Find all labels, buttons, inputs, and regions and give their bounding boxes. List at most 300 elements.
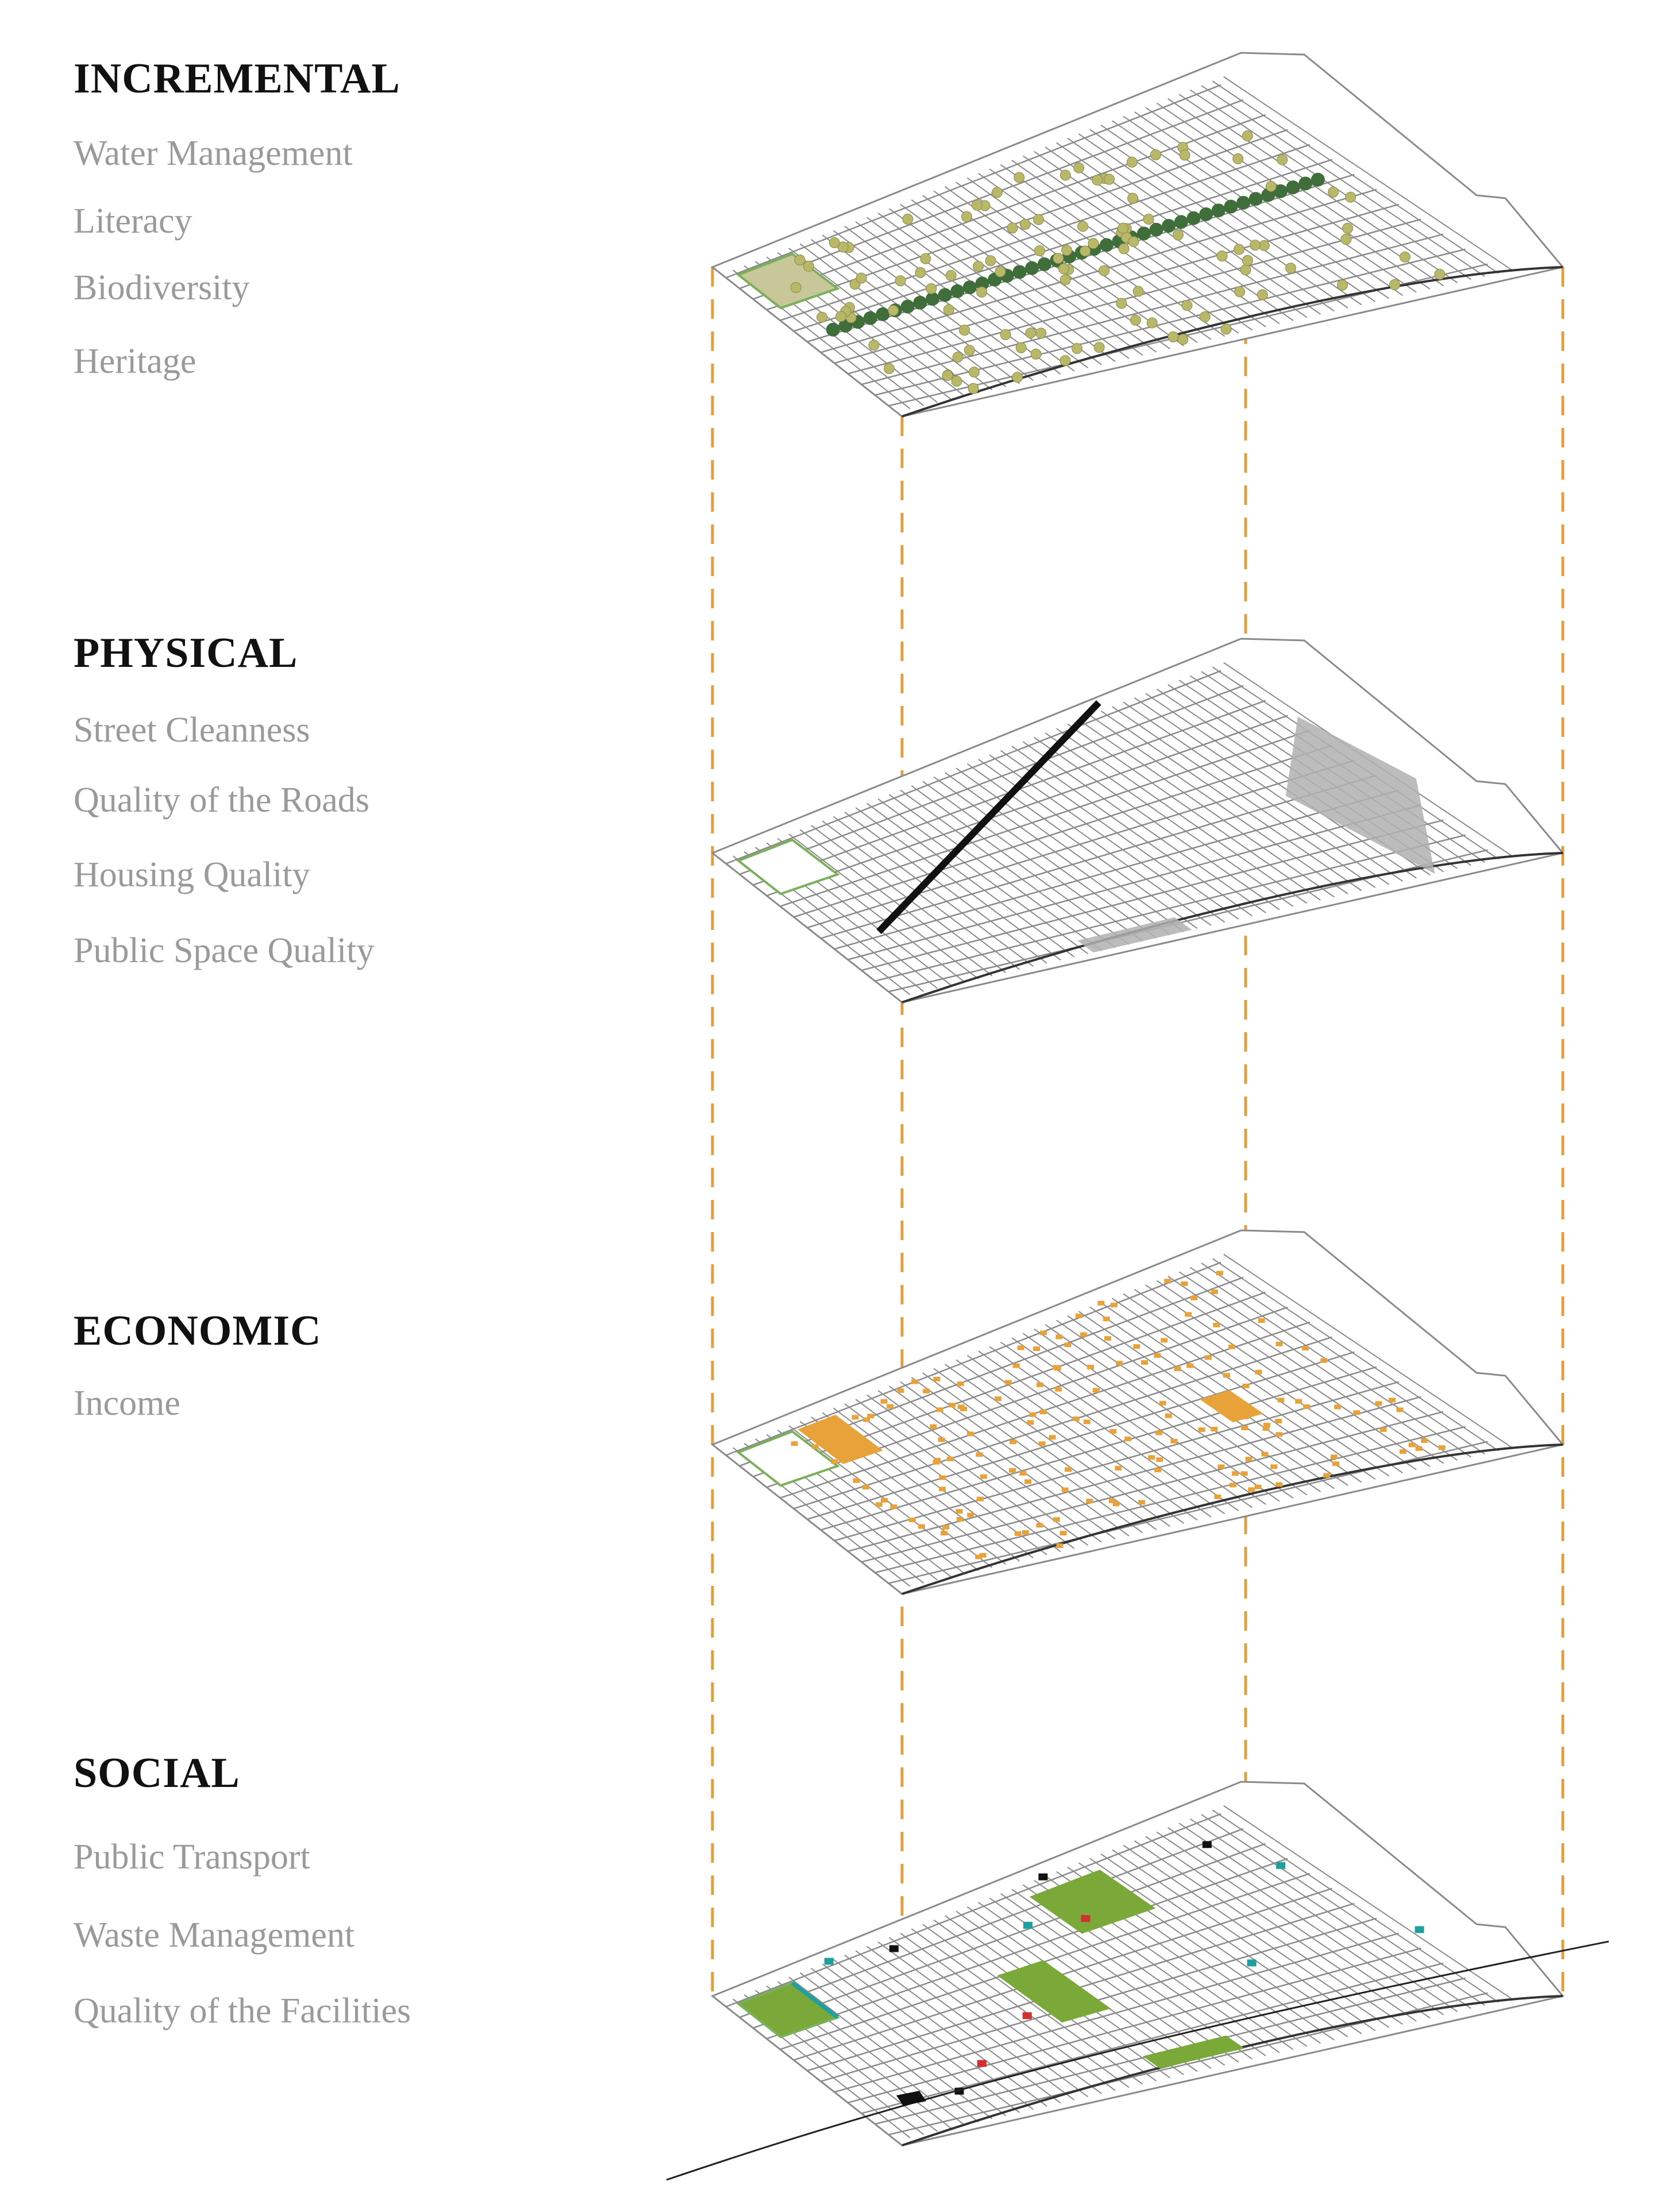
shop-marker: [1353, 1410, 1360, 1415]
tree-marker: [964, 345, 974, 356]
shop-marker: [887, 1404, 893, 1409]
tree-marker: [1074, 163, 1084, 173]
social-map-layer: [712, 1782, 1563, 2145]
tree-marker: [960, 325, 970, 335]
shop-marker: [958, 1404, 965, 1409]
tree-marker: [888, 305, 899, 315]
shop-marker: [826, 1429, 833, 1434]
tree-marker: [1038, 257, 1051, 271]
shop-marker: [812, 1444, 819, 1449]
shop-marker: [1053, 1517, 1060, 1522]
tree-marker: [1072, 343, 1082, 354]
tree-marker: [803, 261, 814, 271]
tree-marker: [884, 364, 895, 374]
tree-marker: [1249, 192, 1263, 206]
tree-marker: [1104, 174, 1115, 184]
waste-point-marker: [1023, 2012, 1032, 2019]
shop-marker: [1154, 1353, 1161, 1358]
shop-marker: [1138, 1500, 1145, 1504]
layer-title: INCREMENTAL: [74, 55, 400, 102]
tree-marker: [951, 376, 962, 387]
shop-marker: [1241, 1471, 1248, 1476]
tree-marker: [1346, 192, 1356, 202]
tree-marker: [836, 311, 846, 322]
tree-marker: [969, 367, 979, 377]
tree-marker: [895, 276, 905, 286]
shop-marker: [911, 1380, 918, 1384]
tree-marker: [1182, 300, 1192, 311]
shop-marker: [1421, 1438, 1428, 1443]
shop-marker: [831, 1460, 838, 1464]
tree-marker: [1242, 131, 1253, 141]
indicator-label: Quality of the Roads: [74, 781, 369, 820]
shop-marker: [1262, 1426, 1269, 1431]
tree-marker: [1062, 245, 1072, 256]
tree-marker: [1200, 311, 1210, 322]
tree-marker: [942, 370, 953, 381]
tree-marker: [1016, 342, 1026, 353]
shop-marker: [1124, 1437, 1131, 1441]
shop-marker: [1141, 1360, 1148, 1365]
tree-marker: [1234, 244, 1244, 254]
shop-marker: [1064, 1342, 1071, 1347]
tree-marker: [950, 284, 964, 298]
shop-marker: [1332, 1461, 1339, 1466]
tree-marker: [1337, 280, 1347, 290]
shop-marker: [1073, 1416, 1080, 1421]
shop-marker: [1243, 1384, 1250, 1388]
tree-marker: [1435, 269, 1445, 280]
shop-marker: [909, 1518, 916, 1522]
tree-marker: [926, 292, 939, 306]
tree-marker: [1186, 211, 1200, 225]
shop-marker: [1248, 1487, 1255, 1492]
shop-marker: [1065, 1467, 1072, 1472]
tree-marker: [963, 280, 977, 294]
shop-marker: [1241, 1426, 1248, 1430]
shop-marker: [976, 1452, 982, 1457]
tree-marker: [1094, 342, 1104, 353]
tree-marker: [1286, 263, 1296, 273]
tree-marker: [1221, 324, 1231, 334]
shop-marker: [1111, 1303, 1118, 1307]
shop-marker: [1181, 1281, 1188, 1286]
tree-marker: [1127, 157, 1137, 167]
shop-marker: [923, 1389, 930, 1393]
tree-marker: [1119, 244, 1129, 254]
tree-marker: [1014, 172, 1024, 183]
shop-marker: [967, 1513, 974, 1518]
tree-marker: [1235, 287, 1245, 297]
tree-marker: [826, 323, 840, 337]
tree-marker: [1133, 286, 1143, 296]
tree-marker: [1199, 207, 1213, 221]
shop-marker: [957, 1381, 964, 1386]
shop-marker: [1148, 1455, 1155, 1460]
facility-marker: [1023, 1922, 1032, 1929]
tree-marker: [1343, 223, 1353, 233]
shop-marker: [949, 1403, 955, 1407]
tree-marker: [953, 352, 963, 362]
tree-marker: [829, 238, 839, 248]
shop-marker: [1049, 1435, 1056, 1439]
shop-marker: [1018, 1345, 1024, 1350]
tree-marker: [1058, 264, 1069, 274]
tree-marker: [1031, 349, 1041, 359]
shop-marker: [1275, 1419, 1282, 1423]
tree-marker: [1036, 328, 1046, 338]
shop-marker: [1104, 1336, 1111, 1341]
tree-marker: [795, 255, 805, 265]
shop-marker: [937, 1407, 943, 1412]
shop-marker: [1076, 1314, 1082, 1318]
tree-marker: [1150, 150, 1161, 160]
shop-marker: [939, 1476, 946, 1480]
transit-stop-marker: [1203, 1841, 1212, 1848]
tree-marker: [1012, 372, 1023, 383]
tree-marker: [1400, 252, 1410, 262]
shop-marker: [941, 1531, 947, 1535]
shop-marker: [1161, 1338, 1167, 1342]
shop-marker: [1185, 1312, 1192, 1317]
shop-marker: [1232, 1471, 1239, 1476]
physical-map-layer: [712, 639, 1563, 1002]
shop-marker: [957, 1517, 964, 1522]
shop-marker: [975, 1554, 982, 1559]
indicator-label: Biodiversity: [74, 268, 250, 307]
tree-marker: [1128, 193, 1138, 203]
shop-marker: [1211, 1427, 1217, 1431]
tree-marker: [903, 214, 913, 225]
shop-marker: [1133, 1344, 1140, 1349]
tree-marker: [1088, 238, 1099, 249]
shop-marker: [1439, 1445, 1446, 1450]
tree-marker: [1250, 240, 1261, 250]
shop-marker: [977, 1497, 984, 1501]
tree-marker: [1257, 289, 1267, 300]
shop-marker: [1375, 1401, 1382, 1406]
shop-marker: [1040, 1330, 1047, 1335]
indicator-label: Waste Management: [74, 1916, 355, 1955]
shop-marker: [1055, 1387, 1062, 1392]
shop-marker: [1159, 1401, 1166, 1406]
shop-marker: [1155, 1431, 1162, 1435]
shop-marker: [947, 1457, 954, 1461]
tree-marker: [1020, 219, 1030, 230]
shop-marker: [1255, 1370, 1262, 1375]
tree-marker: [1180, 150, 1190, 160]
tree-marker: [920, 253, 931, 264]
shop-marker: [1415, 1446, 1422, 1451]
tree-marker: [995, 267, 1005, 277]
shop-marker: [1113, 1501, 1120, 1506]
shop-marker: [1154, 1468, 1161, 1472]
shop-marker: [933, 1377, 940, 1381]
facility-marker: [1247, 1959, 1257, 1966]
shop-marker: [897, 1388, 904, 1393]
shop-marker: [1054, 1366, 1061, 1371]
shop-marker: [881, 1399, 888, 1404]
tree-marker: [985, 256, 996, 266]
shop-marker: [1174, 1366, 1181, 1371]
shop-marker: [1276, 1342, 1282, 1346]
tree-marker: [791, 283, 801, 293]
tree-marker: [992, 187, 1003, 198]
tree-marker: [1007, 223, 1018, 233]
tree-marker: [1060, 275, 1070, 285]
economic-map-layer: [712, 1230, 1563, 1594]
transit-stop-marker: [1038, 1874, 1047, 1881]
shop-marker: [815, 1436, 822, 1441]
tree-marker: [1143, 214, 1154, 225]
facility-marker: [824, 1958, 834, 1965]
shop-marker: [1116, 1361, 1123, 1365]
shop-marker: [1033, 1346, 1040, 1351]
shop-marker: [1015, 1531, 1022, 1536]
shop-marker: [1055, 1334, 1062, 1339]
shop-marker: [1331, 1454, 1338, 1459]
shop-marker: [1109, 1429, 1116, 1434]
tree-marker: [1311, 173, 1325, 187]
tree-marker: [1118, 223, 1128, 233]
shop-marker: [1214, 1495, 1221, 1499]
shop-marker: [1027, 1420, 1034, 1425]
tree-marker: [973, 261, 984, 272]
tree-marker: [1147, 318, 1157, 328]
tree-marker: [1212, 203, 1226, 217]
shop-marker: [1213, 1323, 1220, 1327]
shop-marker: [1029, 1412, 1036, 1417]
shop-marker: [1093, 1388, 1100, 1392]
shop-marker: [942, 1525, 949, 1530]
tree-marker: [1026, 328, 1036, 338]
shop-marker: [1277, 1398, 1284, 1402]
tree-marker: [1150, 223, 1163, 237]
tree-marker: [1000, 329, 1011, 339]
indicator-label: Literacy: [74, 202, 192, 241]
shop-marker: [853, 1478, 860, 1483]
shop-marker: [852, 1415, 859, 1419]
tree-marker: [1078, 221, 1088, 231]
tree-marker: [1328, 187, 1339, 197]
tree-marker: [1217, 251, 1227, 261]
shop-marker: [890, 1504, 897, 1509]
indicator-label: Street Cleanness: [74, 711, 310, 750]
shop-marker: [862, 1485, 869, 1489]
shop-marker: [1170, 1439, 1177, 1443]
incremental-map-layer: [712, 53, 1563, 416]
layer-title: PHYSICAL: [74, 630, 298, 677]
tree-marker: [817, 312, 827, 322]
shop-marker: [1156, 1457, 1163, 1462]
shop-marker: [1303, 1404, 1310, 1409]
waste-point-marker: [1081, 1915, 1090, 1922]
indicator-label: Public Transport: [74, 1837, 310, 1877]
shop-marker: [1211, 1290, 1218, 1294]
tree-marker: [1012, 265, 1026, 279]
tree-marker: [977, 287, 987, 297]
tree-marker: [1173, 230, 1183, 240]
tree-marker: [1035, 245, 1045, 256]
tree-marker: [1389, 280, 1400, 290]
shop-marker: [1217, 1465, 1224, 1469]
shop-marker: [838, 1429, 845, 1434]
tree-marker: [1168, 332, 1178, 342]
shop-marker: [1009, 1439, 1016, 1444]
tree-marker: [943, 304, 954, 315]
shop-marker: [980, 1474, 987, 1479]
tree-marker: [1092, 175, 1103, 185]
shop-marker: [1276, 1432, 1282, 1437]
shop-marker: [1276, 1482, 1282, 1487]
shop-marker: [1080, 1332, 1087, 1337]
tree-marker: [1233, 153, 1243, 164]
transit-stop-marker: [889, 1945, 899, 1952]
tree-marker: [1033, 214, 1043, 225]
shop-marker: [1039, 1441, 1046, 1446]
shop-marker: [876, 1502, 883, 1507]
facility-marker: [1276, 1862, 1285, 1869]
shop-marker: [1389, 1398, 1396, 1403]
tree-marker: [1240, 265, 1251, 275]
indicator-label: Quality of the Facilities: [74, 1991, 411, 2030]
indicator-label: Public Space Quality: [74, 931, 375, 970]
tree-marker: [1242, 255, 1253, 265]
shop-marker: [1103, 1317, 1110, 1321]
tree-marker: [1266, 181, 1276, 191]
shop-marker: [1228, 1345, 1235, 1349]
tree-marker: [1277, 155, 1288, 165]
tree-marker: [1178, 334, 1188, 345]
shop-marker: [1254, 1485, 1261, 1489]
tree-marker: [1025, 261, 1039, 275]
tree-marker: [1137, 227, 1151, 241]
shop-marker: [1115, 1466, 1122, 1470]
shop-marker: [1400, 1449, 1407, 1454]
tree-marker: [1100, 238, 1113, 252]
tree-marker: [926, 284, 937, 294]
shop-marker: [1009, 1468, 1016, 1473]
shop-marker: [1205, 1355, 1212, 1360]
shop-marker: [1258, 1318, 1265, 1323]
shop-marker: [1024, 1479, 1031, 1484]
shop-marker: [939, 1487, 946, 1491]
shop-marker: [848, 1455, 855, 1460]
shop-marker: [1086, 1499, 1093, 1503]
shop-marker: [1334, 1405, 1341, 1410]
shop-marker: [938, 1437, 945, 1442]
shop-marker: [933, 1460, 939, 1465]
shop-marker: [1084, 1419, 1091, 1424]
tree-marker: [1060, 356, 1070, 366]
shop-marker: [1019, 1471, 1026, 1476]
tree-marker: [968, 383, 978, 393]
shop-marker: [867, 1414, 874, 1418]
tree-marker: [961, 211, 972, 222]
shop-marker: [1246, 1457, 1253, 1461]
shop-marker: [1036, 1523, 1043, 1527]
tree-marker: [915, 268, 926, 278]
shop-marker: [1396, 1407, 1403, 1412]
shop-marker: [1320, 1358, 1327, 1363]
tree-marker: [864, 311, 877, 325]
layer-title: ECONOMIC: [74, 1307, 322, 1354]
tree-marker: [1060, 170, 1070, 180]
tree-marker: [946, 271, 956, 281]
tree-marker: [1286, 180, 1300, 194]
shop-marker: [1087, 1365, 1094, 1369]
shop-marker: [1198, 1427, 1205, 1432]
shop-marker: [1040, 1410, 1047, 1414]
shop-marker: [956, 1509, 963, 1514]
shop-marker: [1005, 1380, 1012, 1384]
tree-marker: [1162, 219, 1176, 233]
tree-marker: [876, 307, 889, 321]
tree-marker: [1224, 200, 1238, 214]
shop-marker: [1230, 1483, 1236, 1487]
shop-marker: [1057, 1543, 1064, 1548]
shop-marker: [1242, 1415, 1249, 1419]
tree-marker: [1341, 234, 1351, 245]
shop-marker: [1270, 1464, 1277, 1469]
tree-marker: [972, 200, 982, 210]
shop-marker: [967, 1431, 974, 1436]
shop-marker: [1409, 1443, 1416, 1447]
shop-marker: [1223, 1373, 1230, 1377]
tree-marker: [1116, 298, 1127, 308]
tree-marker: [1080, 246, 1091, 256]
shop-marker: [1261, 1452, 1268, 1457]
shop-marker: [1380, 1427, 1387, 1432]
shop-marker: [1164, 1279, 1171, 1283]
tree-marker: [1053, 253, 1064, 264]
shop-marker: [930, 1425, 937, 1429]
tree-marker: [1174, 215, 1188, 229]
shop-marker: [1216, 1271, 1223, 1275]
shop-marker: [995, 1396, 1001, 1401]
shop-marker: [1323, 1473, 1330, 1478]
tree-marker: [856, 273, 866, 283]
shop-marker: [841, 1454, 847, 1459]
tree-marker: [1236, 196, 1250, 210]
tree-marker: [913, 296, 927, 310]
tree-marker: [901, 300, 915, 314]
shop-marker: [881, 1498, 888, 1503]
tree-marker: [1099, 265, 1109, 276]
waste-point-marker: [977, 2060, 987, 2067]
indicator-label: Water Management: [74, 134, 353, 173]
layer-title: SOCIAL: [74, 1750, 240, 1797]
shop-marker: [1022, 1530, 1029, 1535]
indicator-label: Heritage: [74, 342, 196, 381]
shop-marker: [1036, 1383, 1043, 1387]
indicator-label: Income: [74, 1384, 180, 1423]
tree-marker: [1130, 315, 1140, 325]
shop-marker: [1013, 1364, 1020, 1368]
shop-marker: [1190, 1296, 1197, 1300]
tree-marker: [1128, 237, 1139, 247]
shop-marker: [1186, 1364, 1193, 1368]
shop-marker: [918, 1524, 925, 1529]
facility-marker: [1415, 1926, 1424, 1933]
shop-marker: [1062, 1488, 1069, 1492]
shop-marker: [791, 1441, 798, 1446]
tree-marker: [1298, 176, 1312, 190]
shop-marker: [1097, 1301, 1104, 1306]
tree-marker: [869, 340, 879, 350]
shop-marker: [1302, 1346, 1309, 1350]
shop-marker: [1295, 1399, 1302, 1404]
